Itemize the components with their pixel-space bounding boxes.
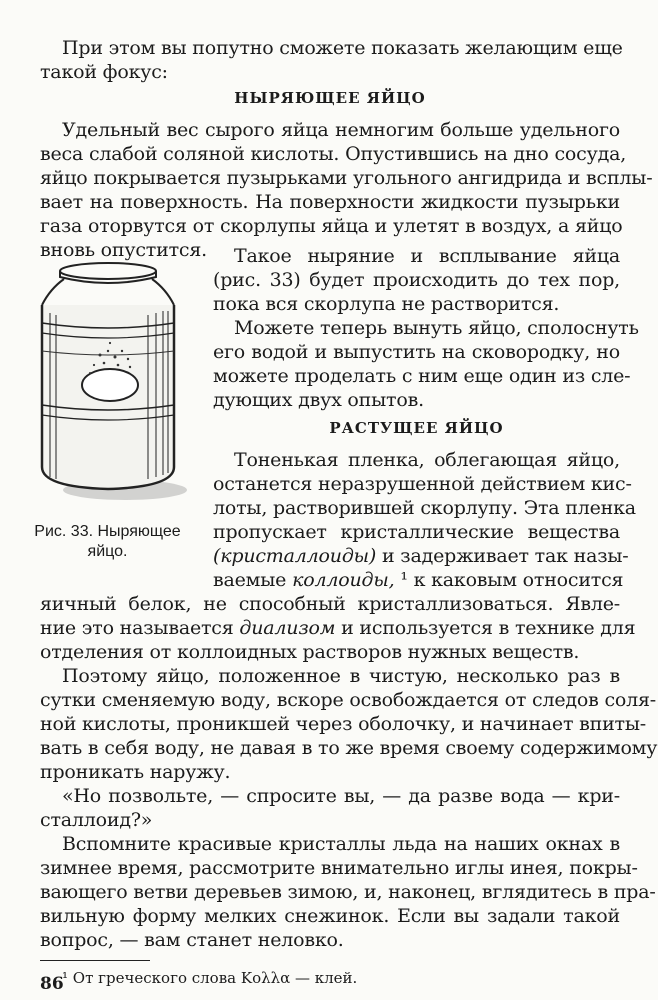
- text-line: вать в себя воду, не давая в то же время своему содержимому: [40, 737, 658, 759]
- text-line: Тоненькая пленка, облегающая яйцо,: [234, 449, 620, 471]
- text-line: проникать наружу.: [40, 761, 231, 783]
- text-line: отделения от коллоидных растворов нужных веществ.: [40, 641, 580, 663]
- text-line: яичный белок, не способный кристаллизоваться. Явле-: [40, 593, 620, 615]
- text-line: сутки сменяемую воду, вскоре освобождается от следов соля-: [40, 689, 656, 711]
- text-line: Можете теперь вынуть яйцо, сполоснуть: [234, 317, 639, 339]
- figure-caption-line: яйцо.: [87, 543, 128, 560]
- section-heading-growing-egg: РАСТУЩЕЕ ЯЙЦО: [329, 419, 504, 437]
- footnote-divider: [40, 960, 150, 961]
- text-line: Вспомните красивые кристаллы льда на наших окнах в: [62, 833, 620, 855]
- text-line: останется неразрушенной действием кис-: [213, 473, 632, 495]
- text-span: ваемые: [213, 569, 293, 591]
- text-line: [40, 616, 636, 640]
- figure-caption: [20, 522, 195, 562]
- text-line: ной кислоты, проникшей через оболочку, и начинает впиты-: [40, 713, 647, 735]
- text-line: сталлоид?»: [40, 809, 153, 831]
- text-line: лоты, растворившей скорлупу. Эта пленка: [213, 497, 636, 519]
- text-line: газа оторвутся от скорлупы яйца и улетят в воздух, а яйцо: [40, 215, 623, 237]
- italic-term: диализом: [239, 617, 336, 639]
- text-line: пока вся скорлупа не растворится.: [213, 293, 560, 315]
- text-line: Удельный вес сырого яйца немногим больше удельного: [62, 119, 620, 141]
- figure-caption-line: Рис. 33. Ныряющее: [34, 523, 181, 540]
- text-span: ¹ к каковым относится: [394, 569, 624, 591]
- text-line: вопрос, — вам станет неловко.: [40, 929, 344, 951]
- text-line: яйцо покрывается пузырьками угольного ангидрида и всплы-: [40, 167, 653, 189]
- section-heading-diving-egg: НЫРЯЮЩЕЕ ЯЙЦО: [234, 89, 426, 107]
- text-span: и задерживает так назы-: [376, 545, 629, 567]
- intro-line: При этом вы попутно сможете показать желающим еще: [62, 37, 623, 59]
- text-line: (рис. 33) будет происходить до тех пор,: [213, 269, 620, 291]
- text-line: вающего ветви деревьев зимою, и, наконец, вглядитесь в пра-: [40, 881, 656, 903]
- text-line: «Но позвольте, — спросите вы, — да разве вода — кри-: [62, 785, 620, 807]
- text-line: Поэтому яйцо, положенное в чистую, несколько раз в: [62, 665, 620, 687]
- text-line: Такое ныряние и всплывание яйца: [234, 245, 620, 267]
- text-line: [213, 568, 624, 592]
- text-span: ние это называется: [40, 617, 240, 639]
- text-line: дующих двух опытов.: [213, 389, 424, 411]
- text-line: пропускает кристаллические вещества: [213, 521, 620, 543]
- text-line: вильную форму мелких снежинок. Если вы задали такой: [40, 905, 620, 927]
- italic-term: (кристаллоиды): [213, 545, 377, 567]
- text-line: можете проделать с ним еще один из сле-: [213, 365, 631, 387]
- text-line: вновь опустится.: [40, 239, 207, 261]
- text-line: веса слабой соляной кислоты. Опустившись на дно сосуда,: [40, 143, 627, 165]
- text-span: и используется в технике для: [335, 617, 636, 639]
- italic-term: коллоиды,: [292, 569, 395, 591]
- footnote: ¹ От греческого слова Κολλα — клей.: [62, 969, 358, 987]
- jar-egg-drawing: [20, 255, 195, 520]
- figure-jar-illustration: [20, 255, 195, 520]
- text-line: [213, 544, 629, 568]
- intro-line: такой фокус:: [40, 61, 168, 83]
- text-line: зимнее время, рассмотрите внимательно иглы инея, покры-: [40, 857, 638, 879]
- text-line: его водой и выпустить на сковородку, но: [213, 341, 620, 363]
- page-number: 86: [40, 974, 64, 994]
- text-line: вает на поверхность. На поверхности жидкости пузырьки: [40, 191, 620, 213]
